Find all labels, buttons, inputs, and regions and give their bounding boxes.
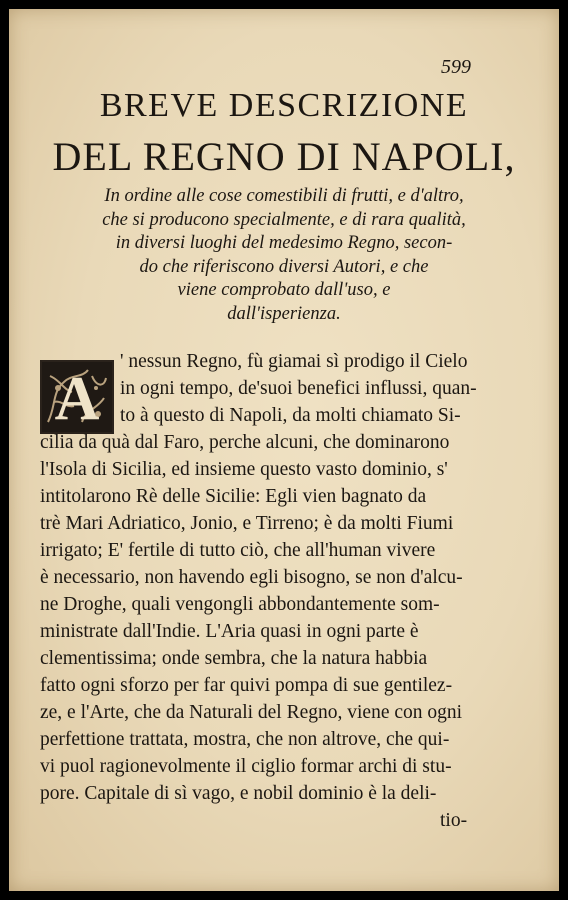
body-line: perfettione trattata, mostra, che non altrove, che qui- xyxy=(40,729,450,750)
body-line: intitolarono Rè delle Sicilie: Egli vien bagnato da xyxy=(40,486,427,507)
body-line: l'Isola di Sicilia, ed insieme questo vasto dominio, s' xyxy=(40,459,448,480)
title-line-1: BREVE DESCRIZIONE xyxy=(99,87,469,124)
drop-cap-ornament xyxy=(40,360,114,434)
book-page xyxy=(9,9,559,891)
subtitle-line: do che riferiscono diversi Autori, e che xyxy=(139,256,429,277)
subtitle-line: che si producono specialmente, e di rara qualità, xyxy=(102,209,466,230)
body-line: ze, e l'Arte, che da Naturali del Regno, viene con ogni xyxy=(40,702,463,723)
title-line-2: DEL REGNO DI NAPOLI, xyxy=(52,134,516,179)
subtitle xyxy=(9,185,559,326)
body-line: trè Mari Adriatico, Jonio, e Tirreno; è da molti Fiumi xyxy=(40,513,454,534)
body-line: ministrate dall'Indie. L'Aria quasi in ogni parte è xyxy=(40,621,419,642)
body-line: ' nessun Regno, fù giamai sì prodigo il Cielo xyxy=(120,351,468,372)
subtitle-line: dall'isperienza. xyxy=(227,303,341,324)
body-line: pore. Capitale di sì vago, e nobil dominio è la deli- xyxy=(40,783,437,804)
subtitle-line: in diversi luoghi del medesimo Regno, secon- xyxy=(115,233,453,253)
body-line: fatto ogni sforzo per far quivi pompa di sue gentilez- xyxy=(40,675,453,696)
drop-cap-letter: A xyxy=(54,365,100,433)
body-line: to à questo di Napoli, da molti chiamato Si- xyxy=(120,405,461,426)
subtitle-line: viene comprobato dall'uso, e xyxy=(177,280,391,300)
body-line: tio- xyxy=(440,810,468,831)
body-line: ne Droghe, quali vengongli abbondantemente som- xyxy=(40,594,440,615)
subtitle-line: In ordine alle cose comestibili di frutti, e d'altro, xyxy=(104,186,464,206)
page-number: 599 xyxy=(441,56,471,78)
body-line: vi puol ragionevolmente il ciglio formar archi di stu- xyxy=(40,756,452,777)
body-line: clementissima; onde sembra, che la natura habbia xyxy=(40,648,428,669)
body-line: cilia da quà dal Faro, perche alcuni, che dominarono xyxy=(40,432,450,453)
body-line: irrigato; E' fertile di tutto ciò, che all'human vivere xyxy=(40,540,436,561)
body-line: in ogni tempo, de'suoi benefici influssi, quan- xyxy=(120,378,477,399)
body-line: è necessario, non havendo egli bisogno, se non d'alcu- xyxy=(40,567,463,588)
